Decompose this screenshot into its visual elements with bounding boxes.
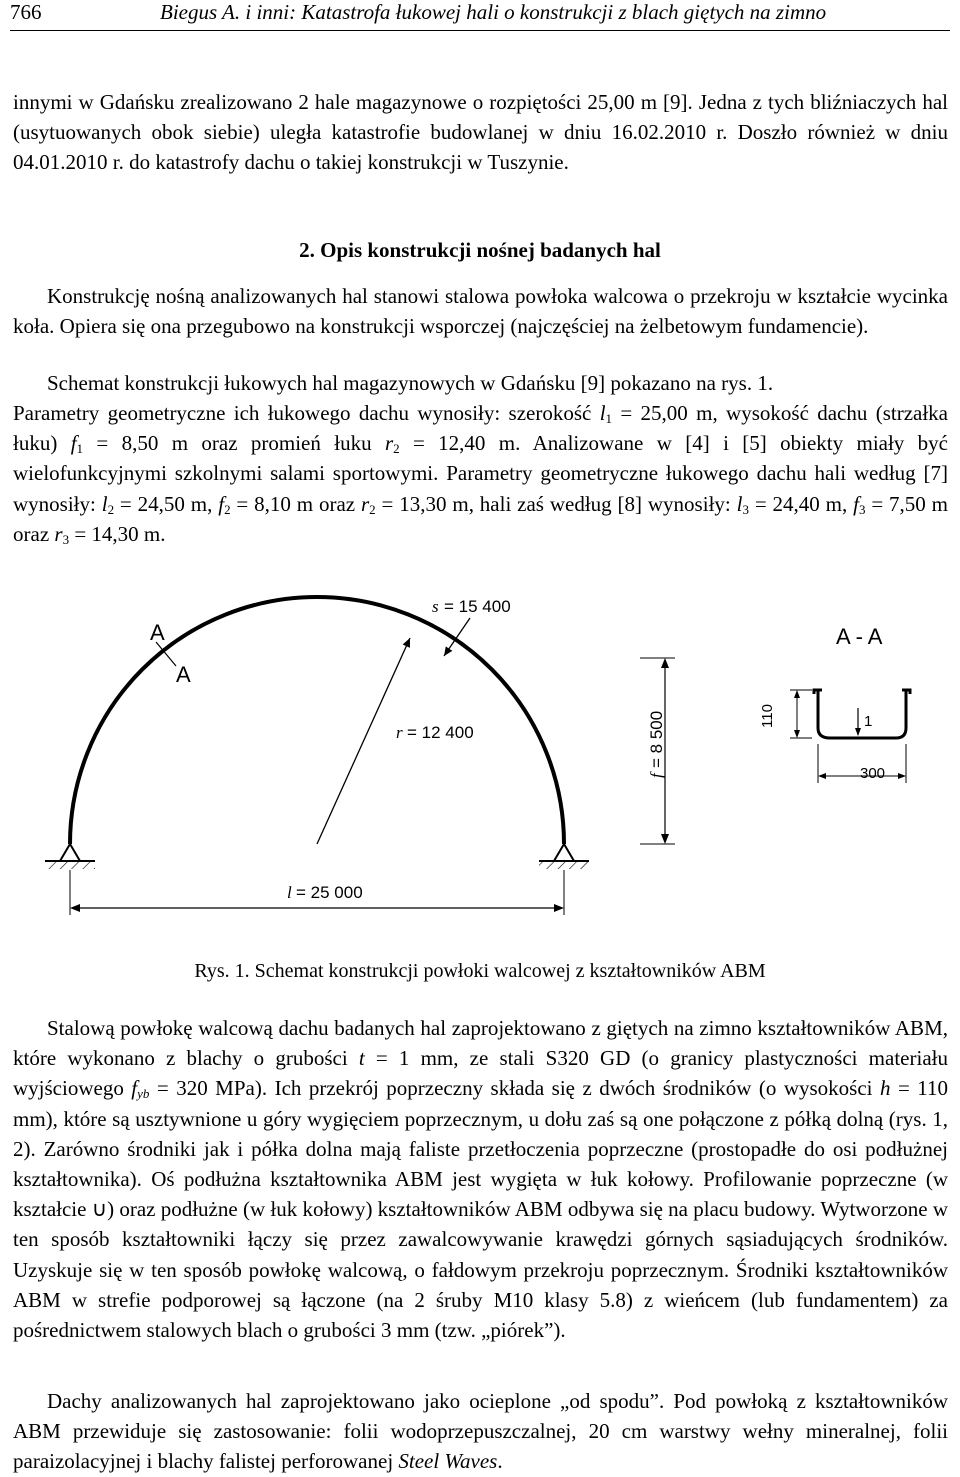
p4-c: = 320 MPa). Ich przekrój poprzeczny składa się z dwóch środników (o wysokości xyxy=(149,1076,880,1101)
s-label: s xyxy=(432,597,439,616)
p4-t: t xyxy=(358,1046,365,1071)
paragraph-2-text: Schemat konstrukcji łukowych hal magazynowych w Gdańsku [9] pokazano na rys. 1. xyxy=(47,371,774,395)
section-heading: 2. Opis konstrukcji nośnej badanych hal xyxy=(299,238,661,262)
arch-shell xyxy=(70,597,564,844)
paragraph-4 xyxy=(13,1013,948,1345)
r-label: r xyxy=(396,723,403,742)
label-a-top: A xyxy=(150,620,165,645)
p4-d: = 110 mm), które są usztywnione u góry wygięciem poprzecznym, u dołu zaś są one połączone z półką dolną (rys. 1, 2). Zarówno środniki jak i półka dolna mają faliste przetłoczenia poprzeczne (prostopadłe do osi podłużnej kształtownika). Oś podłużna kształtownika ABM jest wygięta w łuk kołowy. Profilowanie poprzeczne (w kształcie xyxy=(13,1076,948,1222)
p3-c: = 8,50 m oraz promień łuku xyxy=(83,431,385,456)
l-value: = 25 000 xyxy=(296,883,363,902)
p4-e: ) oraz podłużne (w łuk kołowy) kształtowników ABM odbywa się na placu budowy. Wytworzone w ten sposób kształtowniki łączy się przez zawalcowywanie krawędzi górnych sąsiadujących środników. Uzyskuje się w ten sposób powłokę walcową, o fałdowym przekroju poprzecznym. Środniki kształtowników ABM w strefie podporowej są łączone (na 2 śruby M10 klasy 5.8) z wieńcem (lub fundamentem) za pośrednictwem stalowych blach o grubości 3 mm (tzw. „piórek”). xyxy=(13,1197,948,1343)
p3-d: = 12,40 m. Analizowane w [4] i [5] obiekty miały być wielofunkcyjnymi szkolnymi salami sportowymi. Parametry geometryczne łukowego dachu hali według [7] wynosiły: xyxy=(13,431,948,516)
intro-paragraph: innymi w Gdańsku zrealizowano 2 hale magazynowe o rozpiętości 25,00 m [9]. Jedna z tych bliźniaczych hal (usytuowanych obok siebie) uległa katastrofie budowlanej w dniu 16.02.2010 r. Doszło również w dniu 04.01.2010 r. do katastrofy dachu o takiej konstrukcji w Tuszynie. xyxy=(13,90,948,175)
p4-cup-symbol: ∪ xyxy=(91,1197,108,1222)
page-number: 766 xyxy=(10,0,42,24)
paragraph-1-text: Konstrukcję nośną analizowanych hal stanowi stalowa powłoka walcowa o przekroju w kształcie wycinka koła. Opiera się ona przegubowo na konstrukcji wsporczej (najczęściej na żelbetowym fundamencie). xyxy=(13,284,948,339)
section-title: A - A xyxy=(836,624,883,649)
r-value: = 12 400 xyxy=(407,723,474,742)
right-support xyxy=(539,844,589,869)
p3-a: Parametry geometryczne ich łukowego dachu wynosiły: szerokość xyxy=(13,401,600,425)
f-value: = 8 500 xyxy=(647,710,666,768)
p4-fsub: yb xyxy=(137,1086,150,1102)
p3-j: = 14,30 m. xyxy=(69,521,166,546)
s-arrow xyxy=(444,618,470,656)
p4-h: h xyxy=(879,1076,891,1101)
f-label: f xyxy=(647,773,666,778)
p5-b: Steel Waves xyxy=(398,1449,498,1474)
page-header xyxy=(10,0,950,30)
header-rule xyxy=(10,30,950,31)
p3-g: = 13,30 m, hali zaś według [8] wynosiły: xyxy=(375,491,737,516)
p3-i: = 7,50 m oraz xyxy=(13,491,948,546)
p3-e: = 24,50 m, xyxy=(114,491,219,516)
paragraph-1 xyxy=(13,281,948,341)
p4-b: = 1 mm, ze stali S320 GD (o granicy plastyczności materiału wyjściowego xyxy=(13,1046,948,1101)
p3-f: = 8,10 m oraz xyxy=(230,491,361,516)
figure-1 xyxy=(0,578,960,958)
l-label: l xyxy=(287,883,292,902)
p3-b: = 25,00 m, wysokość dachu (strzałka łuku) xyxy=(13,401,948,456)
p4-f: f xyxy=(131,1076,138,1101)
left-support xyxy=(45,844,95,869)
p5-a: Dachy analizowanych hal zaprojektowano jako ocieplone „od spodu”. Pod powłoką z kształtowników ABM przewiduje się zastosowanie: folii wodoprzepuszczalnej, 20 cm warstwy wełny mineralnej, folii paraizolacyjnej i blachy falistej perforowanej xyxy=(13,1389,948,1474)
paragraph-5 xyxy=(13,1386,948,1477)
paragraph-2 xyxy=(13,368,948,398)
dim-300: 300 xyxy=(860,765,886,782)
label-a-bottom: A xyxy=(176,662,191,687)
paragraph-3: Parametry geometryczne ich łukowego dachu wynosiły: szerokość $l_1 = 25,00$ m, wysokość dachu (strzałka łuku) $f_1 = 8,50$ m oraz promień łuku $r_2 = 12,40$ m. Analizowane w [4] i [5] obiekty miały być wielofunkcyjnymi szkolnymi salami sportowymi. Parametry geometryczne łukowego dachu hali według [7] wynosiły: $l_2 = 24,50$ m, $f_2 = 8,10$ m oraz $r_2 = 13,30$ m, hali zaś według [8] wynosiły: $l_3 = 24,40$ m, $f_3 = 7,50$ m oraz $r_3 = 14,30$ m. xyxy=(13,401,948,547)
p3-h: = 24,40 m, xyxy=(748,491,854,516)
running-title: Biegus A. i inni: Katastrofa łukowej hali o konstrukcji z blach giętych na zimno xyxy=(160,0,827,24)
p4-a: Stalową powłokę walcową dachu badanych hal zaprojektowano z giętych na zimno kształtowników ABM, które wykonano z blachy o grubości xyxy=(13,1016,948,1071)
p5-c: . xyxy=(497,1449,503,1474)
s-value: = 15 400 xyxy=(444,597,511,616)
dim-1: 1 xyxy=(864,713,873,730)
figure-caption: Rys. 1. Schemat konstrukcji powłoki walcowej z kształtowników ABM xyxy=(194,960,766,982)
abm-section-profile xyxy=(814,690,910,738)
dim-110: 110 xyxy=(759,704,776,728)
arch-diagram xyxy=(0,578,960,958)
